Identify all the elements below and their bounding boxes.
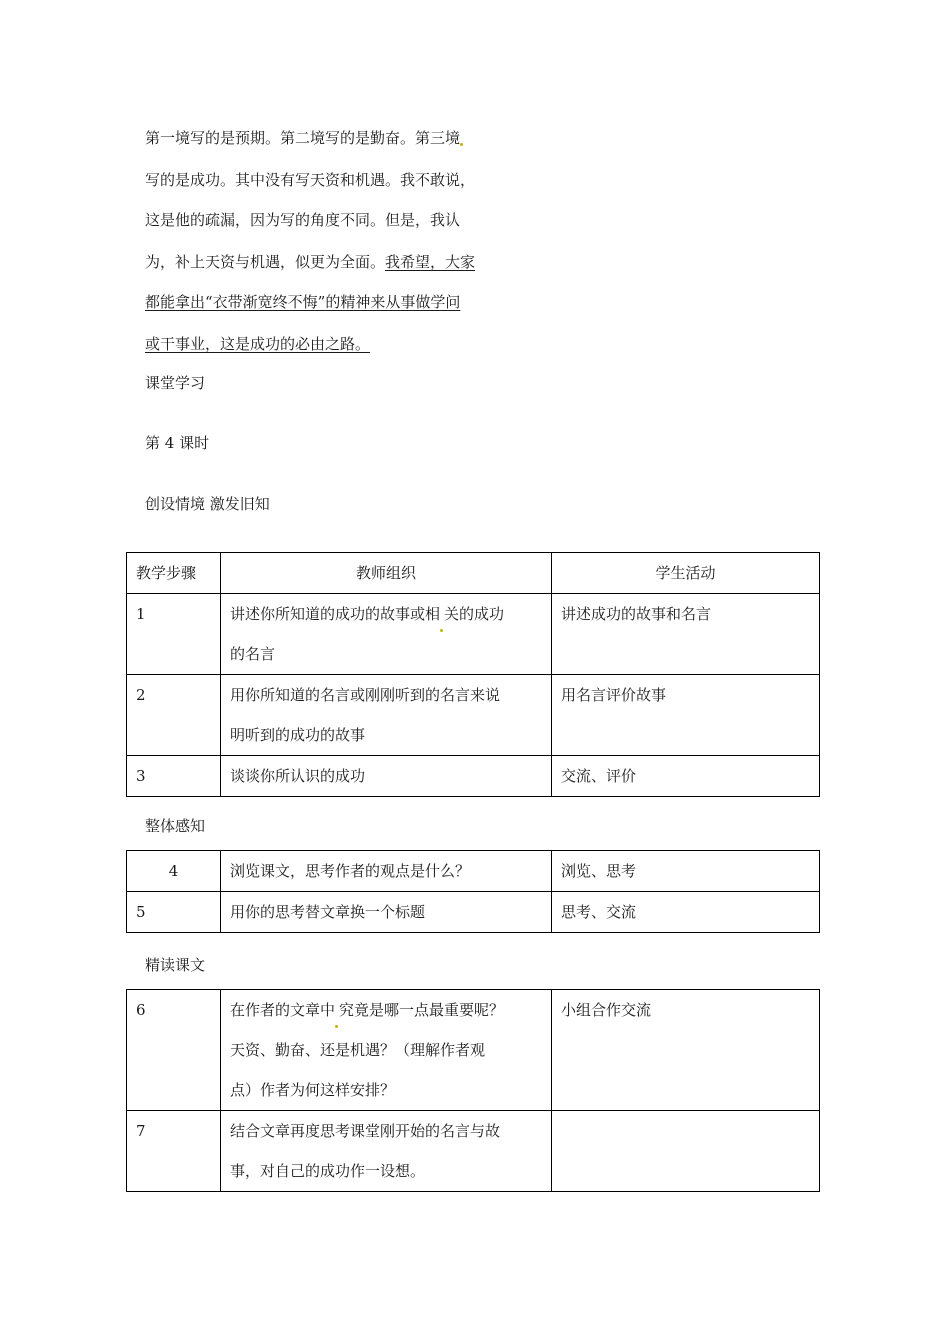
heading-class-study: 课堂学习: [145, 374, 206, 392]
header-cell-step: 教学步骤: [127, 553, 221, 594]
paragraph-line: 都能拿出“衣带渐宽终不悔”的精神来从事做学问: [145, 293, 461, 311]
table-row: [127, 892, 820, 933]
table-section-1: [126, 552, 820, 797]
cell-step: 6: [127, 990, 221, 1111]
cell-step: 5: [127, 892, 221, 933]
header-cell-student: 学生活动: [552, 553, 820, 594]
cell-step: 7: [127, 1111, 221, 1192]
cell-teacher: 在作者的文章中 究竟是哪一点最重要呢？ 天资、勤奋、还是机遇？（理解作者观 点）作者为何这样安排？: [221, 990, 552, 1111]
mark-dot-icon: [460, 143, 463, 146]
table-row: [127, 851, 820, 892]
table-row: [127, 756, 820, 797]
cell-teacher: 用你的思考替文章换一个标题: [221, 892, 552, 933]
cell-student: 浏览、思考: [552, 851, 820, 892]
table-header-row: [127, 553, 820, 594]
paragraph-line: 为，补上天资与机遇，似更为全面。我希望，大家: [145, 253, 476, 271]
cell-teacher: 浏览课文，思考作者的观点是什么？: [221, 851, 552, 892]
cell-student: 用名言评价故事: [552, 675, 820, 756]
cell-step: 1: [127, 594, 221, 675]
mark-dot-icon: [335, 1025, 338, 1028]
cell-student: 讲述成功的故事和名言: [552, 594, 820, 675]
paragraph-line: 写的是成功。其中没有写天资和机遇。我不敢说，: [145, 171, 476, 189]
table-section-2: [126, 850, 820, 933]
cell-teacher: 结合文章再度思考课堂刚开始的名言与故 事，对自己的成功作一设想。: [221, 1111, 552, 1192]
header-cell-teacher: 教师组织: [221, 553, 552, 594]
heading-section-2: 整体感知: [145, 817, 206, 835]
mark-dot-icon: [440, 629, 443, 632]
cell-student: [552, 1111, 820, 1192]
table-row: [127, 594, 820, 675]
table-row: [127, 1111, 820, 1192]
cell-teacher: 用你所知道的名言或刚刚听到的名言来说 明听到的成功的故事: [221, 675, 552, 756]
cell-step: 2: [127, 675, 221, 756]
cell-step: 3: [127, 756, 221, 797]
table-section-3: [126, 989, 820, 1192]
cell-student: 小组合作交流: [552, 990, 820, 1111]
cell-step: 4: [127, 851, 221, 892]
heading-lesson: 第 4 课时: [145, 434, 210, 452]
cell-student: 思考、交流: [552, 892, 820, 933]
table-row: [127, 990, 820, 1111]
table-row: [127, 675, 820, 756]
cell-teacher: 讲述你所知道的成功的故事或相 关的成功 的名言: [221, 594, 552, 675]
paragraph-line: 第一境写的是预期。第二境写的是勤奋。第三境: [145, 128, 464, 148]
cell-teacher: 谈谈你所认识的成功: [221, 756, 552, 797]
cell-student: 交流、评价: [552, 756, 820, 797]
paragraph-line: 或干事业，这是成功的必由之路。: [145, 335, 371, 353]
paragraph-line: 这是他的疏漏，因为写的角度不同。但是，我认: [145, 211, 461, 229]
heading-section-1: 创设情境 激发旧知: [145, 495, 270, 513]
heading-section-3: 精读课文: [145, 956, 206, 974]
